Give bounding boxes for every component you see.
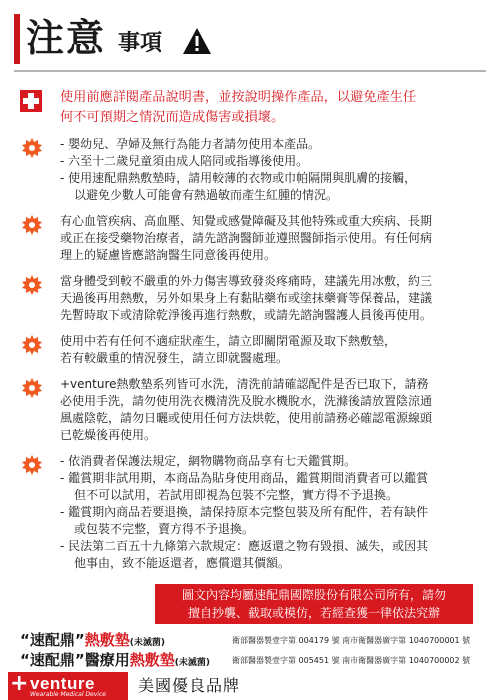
intro-line-1: 使用前應詳閱產品說明書，並按說明操作產品，以避免產生任: [60, 90, 417, 105]
header: [0, 0, 500, 72]
section-washing: [0, 376, 500, 444]
product-name: 熱敷墊: [84, 631, 130, 649]
section1-line: - 嬰幼兒、孕婦及無行為能力者請勿使用本產品。: [60, 137, 321, 151]
section6-line: 他事由，致不能返還者，應償還其價額。: [74, 556, 291, 570]
burst-bullet-icon: [22, 335, 42, 355]
logo-tagline: Wearable Medical Device: [30, 691, 106, 698]
section2-line: 或正在接受藥物治療者，請先諮詢醫師並遵照醫師指示使用。有任何病: [60, 231, 433, 245]
sterility-mark: (未滅菌): [174, 658, 210, 668]
page-subtitle: 事項: [118, 31, 163, 56]
brand-name: “速配鼎”: [20, 651, 85, 669]
section2-line: 有心血管疾病、高血壓、知覺或感覺障礙及其他特殊或重大疾病、長期: [60, 214, 433, 228]
copyright-line-1: 圖文內容均屬速配鼎國際股份有限公司所有，請勿: [181, 588, 446, 602]
section6-line: 但不可以試用，若試用即視為包裝不完整，實方得不予退換。: [74, 488, 399, 502]
venture-logo: [8, 672, 128, 700]
section4-line: 若有較嚴重的情況發生，請立即就醫處理。: [60, 351, 289, 365]
section-medical-conditions: [0, 213, 500, 264]
section3-line: 先暫時取下或清除乾淨後再進行熱敷，或請先諮詢醫護人員後再使用。: [60, 308, 433, 322]
section6-line: - 民法第二百五十九條第六款規定：應返還之物有毀損、滅失，或因其: [60, 539, 429, 553]
brand-slogan: 美國優良品牌: [138, 676, 241, 695]
notice-content: [0, 88, 500, 572]
license-numbers: 衛部醫器製壹字第 004179 號 南市衛醫器廣字第 1040700001 號: [232, 636, 471, 645]
logo-plus: +: [10, 671, 29, 696]
intro-line-2: 何不可預期之情況而造成傷害或損壞。: [60, 110, 285, 125]
section-children-safety: [0, 136, 500, 204]
section1-line: - 六至十二歲兒童須由成人陪同或指導後使用。: [60, 154, 309, 168]
section-discomfort: [0, 333, 500, 367]
burst-bullet-icon: [22, 275, 42, 295]
logo-wordmark: venture: [30, 674, 95, 693]
product-name: 熱敷墊: [129, 651, 175, 669]
header-accent-bar: [14, 14, 20, 64]
section6-line: - 依消費者保護法規定，網物購物商品享有七天鑑賞期。: [60, 454, 357, 468]
section-injury-advice: [0, 273, 500, 324]
copyright-notice: [155, 584, 473, 624]
brand-name: “速配鼎”: [20, 631, 85, 649]
warning-triangle-icon: [182, 27, 212, 55]
intro-block: [0, 88, 500, 128]
section5-line: 風處陰乾，請勿日曬或使用任何方法烘乾，使用前請務必確認電源線頭: [60, 411, 433, 425]
section3-line: 當身體受到較不嚴重的外力傷害導致發炎疼痛時，建議先用冰敷，約三: [60, 274, 433, 288]
burst-bullet-icon: [22, 215, 42, 235]
section3-line: 天過後再用熱敷，另外如果身上有黏貼藥布或塗抹藥膏等保養品，建議: [60, 291, 433, 305]
section6-line: - 鑑賞期內商品若要退換，請保持原本完整包裝及所有配件，若有缺件: [60, 505, 429, 519]
header-divider: [14, 70, 486, 72]
page-title: 注意: [26, 16, 107, 60]
section5-line: 必使用手洗，請勿使用洗衣機清洗及脫水機脫水，洗滌後請放置陰涼通: [60, 394, 433, 408]
section1-line: 以避免少數人可能會有熱過敏而產生紅腫的情況。: [74, 188, 339, 202]
section6-line: - 鑑賞期非試用期，本商品為貼身使用商品，鑑賞期間消費者可以鑑賞: [60, 471, 429, 485]
red-cross-icon: [20, 90, 42, 112]
section2-line: 理上的疑慮皆應諮詢醫生同意後再使用。: [60, 248, 277, 262]
registration-row: [20, 630, 490, 650]
registration-title: [20, 650, 210, 673]
burst-bullet-icon: [22, 378, 42, 398]
section1-line: - 使用速配鼎熱敷墊時，請用較薄的衣物或巾帕隔開與肌膚的接觸，: [60, 171, 417, 185]
section6-line: 或包裝不完整，賣方得不予退換。: [74, 522, 255, 536]
registration-row: [20, 650, 490, 670]
sterility-mark: (未滅菌): [129, 638, 165, 648]
section5-line: 已乾燥後再使用。: [60, 428, 157, 442]
license-numbers: 衛部醫器製壹字第 005451 號 南市衛醫器廣字第 1040700002 號: [232, 656, 471, 665]
burst-bullet-icon: [22, 455, 42, 475]
product-prefix: 醫療用: [84, 651, 130, 669]
footer: [0, 672, 500, 700]
section4-line: 使用中若有任何不適症狀產生，請立即關閉電源及取下熱敷墊，: [60, 334, 397, 348]
section5-line: +venture熱敷墊系列皆可水洗，清洗前請確認配件是否已取下，請務: [60, 377, 429, 391]
copyright-line-2: 擅自抄襲、截取或模仿，若經查獲一律依法究辦: [187, 606, 440, 620]
burst-bullet-icon: [22, 138, 42, 158]
section-consumer-rights: [0, 453, 500, 572]
